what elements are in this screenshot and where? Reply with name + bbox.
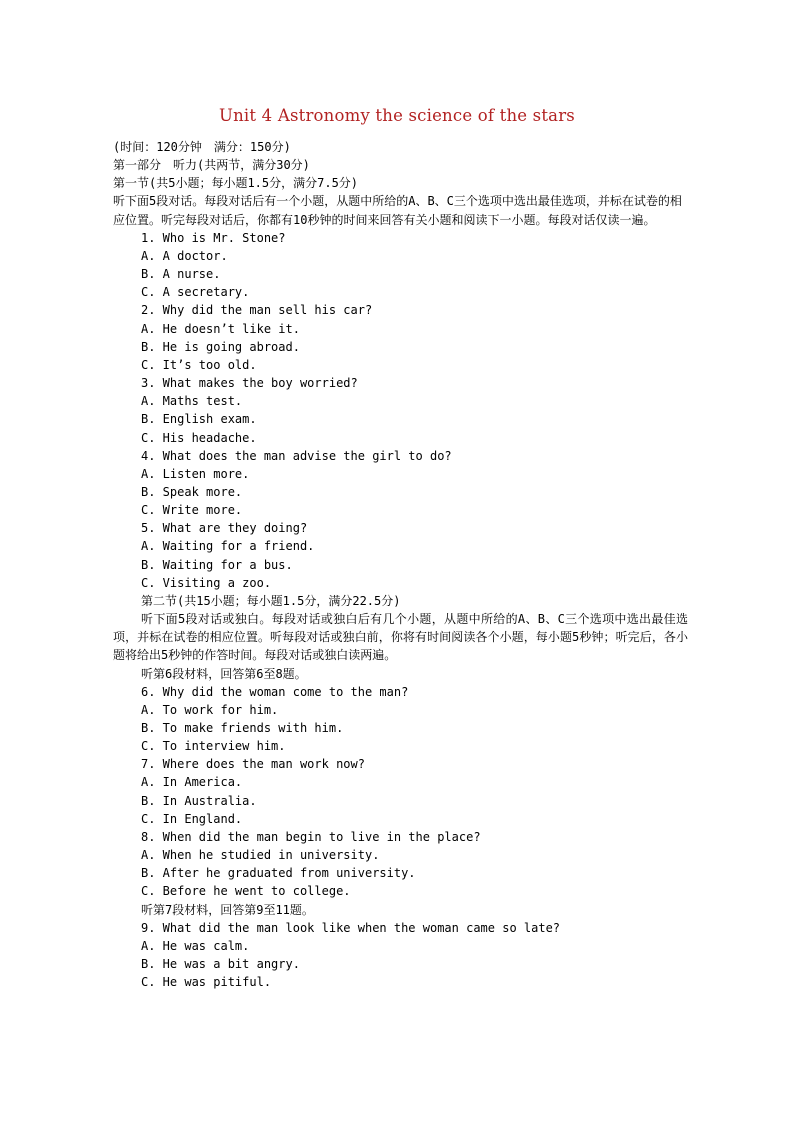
text-line: 3. What makes the boy worried? <box>141 376 358 391</box>
text-line: B. Waiting for a bus. <box>141 557 293 572</box>
text-line: 1. Who is Mr. Stone? <box>141 230 286 245</box>
text-line: 第二节(共15小题；每小题1.5分，满分22.5分) <box>141 593 401 608</box>
text-line: A. He was calm. <box>141 938 250 953</box>
text-line: 第一部分 听力(共两节，满分30分) <box>113 158 310 173</box>
text-line: B. He was a bit angry. <box>141 957 300 972</box>
text-line: B. Speak more. <box>141 484 243 499</box>
text-line: C. Before he went to college. <box>141 884 351 899</box>
text-line: 听下面5段对话。每段对话后有一个小题，从题中所给的A、B、C三个选项中选出最佳选项，并标在试卷的相应位置。听完每段对话后，你都有10秒钟的时间来回答有关小题和阅读下一小题。每段对话仅读一遍。 <box>113 194 682 227</box>
text-line: C. To interview him. <box>141 739 286 754</box>
text-line: (时间：120分钟 满分：150分) <box>113 140 291 154</box>
text-line: A. To work for him. <box>141 702 279 717</box>
text-line: A. He doesn’t like it. <box>141 321 300 336</box>
document-title: Unit 4 Astronomy the science of the stars <box>219 106 575 125</box>
text-line: A. In America. <box>141 775 243 790</box>
text-line: 第一节(共5小题；每小题1.5分，满分7.5分) <box>113 176 359 191</box>
text-line: C. It’s too old. <box>141 357 257 372</box>
document-body <box>113 138 688 991</box>
text-line: A. Listen more. <box>141 466 250 481</box>
text-line: 4. What does the man advise the girl to do? <box>141 448 452 463</box>
text-line: B. A nurse. <box>141 267 221 282</box>
text-line: 9. What did the man look like when the woman came so late? <box>141 920 561 935</box>
text-line: 5. What are they doing? <box>141 521 308 536</box>
text-line: A. Waiting for a friend. <box>141 539 315 554</box>
text-line: C. Write more. <box>141 503 243 518</box>
text-line: 6. Why did the woman come to the man? <box>141 684 409 699</box>
text-line: 听下面5段对话或独白。每段对话或独白后有几个小题，从题中所给的A、B、C三个选项中选出最佳选项，并标在试卷的相应位置。听每段对话或独白前，你将有时间阅读各个小题，每小题5秒钟；听完后，各小题将给出5秒钟的作答时间。每段对话或独白读两遍。 <box>113 612 688 663</box>
text-line: 7. Where does the man work now? <box>141 757 365 772</box>
text-line: C. He was pitiful. <box>141 975 272 990</box>
text-line: 听第7段材料，回答第9至11题。 <box>141 902 314 917</box>
text-line: A. When he studied in university. <box>141 848 380 863</box>
text-line: B. In Australia. <box>141 793 257 808</box>
text-line: C. Visiting a zoo. <box>141 575 272 590</box>
text-line: B. To make friends with him. <box>141 721 344 735</box>
text-line: 8. When did the man begin to live in the place? <box>141 829 481 844</box>
text-line: A. A doctor. <box>141 248 228 263</box>
text-line: C. His headache. <box>141 430 257 445</box>
text-line: 听第6段材料，回答第6至8题。 <box>141 666 307 681</box>
text-line: A. Maths test. <box>141 394 243 409</box>
text-line: C. A secretary. <box>141 285 250 300</box>
text-line: C. In England. <box>141 811 243 826</box>
text-line: B. English exam. <box>141 412 257 427</box>
text-line: 2. Why did the man sell his car? <box>141 303 373 318</box>
text-line: B. He is going abroad. <box>141 339 300 354</box>
text-line: B. After he graduated from university. <box>141 866 416 881</box>
